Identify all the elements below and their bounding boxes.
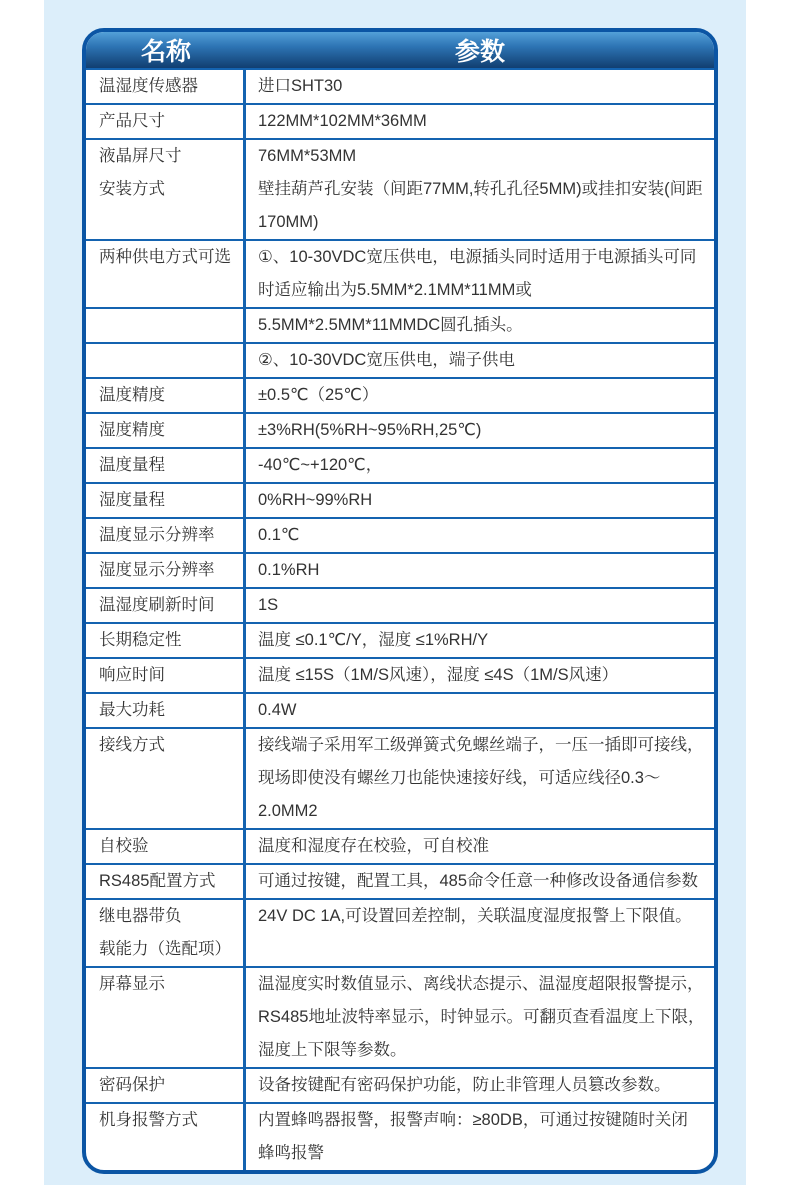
row-label [86, 414, 246, 447]
row-value [246, 241, 714, 307]
row-value-line: 0.1℃ [258, 526, 300, 544]
row-value-line: 温湿度实时数值显示、离线状态提示、温湿度超限报警提示， [258, 975, 704, 993]
row-value-line: 0.4W [258, 701, 297, 719]
row-label-line: 温度量程 [99, 456, 165, 474]
row-label [86, 70, 246, 103]
header-name: 名称 [140, 38, 191, 66]
table-row [86, 482, 714, 517]
row-value-line: 1S [258, 596, 279, 614]
row-label-line: RS485配置方式 [99, 872, 216, 890]
row-value-line: 可通过按键，配置工具，485命令任意一种修改设备通信参数 [258, 872, 699, 890]
row-label [86, 694, 246, 727]
table-row [86, 692, 714, 727]
row-label-line: 湿度显示分辨率 [99, 561, 215, 579]
row-value [246, 1069, 714, 1102]
table-row [86, 68, 714, 103]
table-row [86, 966, 714, 1067]
row-value-line: 壁挂葫芦孔安装（间距77MM,转孔孔径5MM)或挂扣安装(间距 [258, 180, 703, 198]
row-value-line: 0%RH~99%RH [258, 491, 373, 509]
row-value [246, 729, 714, 828]
row-label-line: 自校验 [99, 837, 149, 855]
row-value [246, 830, 714, 863]
row-label [86, 830, 246, 863]
table-body [86, 68, 714, 1170]
table-row [86, 377, 714, 412]
row-label-line: 产品尺寸 [99, 112, 165, 130]
row-value-line: 进口SHT30 [258, 77, 343, 95]
row-label-line: 载能力（选配项） [99, 940, 231, 958]
table-row [86, 1067, 714, 1102]
row-value [246, 449, 714, 482]
row-value [246, 379, 714, 412]
row-label-line: 湿度量程 [99, 491, 165, 509]
table-row [86, 447, 714, 482]
row-label [86, 140, 246, 239]
row-value-line: 5.5MM*2.5MM*11MMDC圆孔插头。 [258, 316, 523, 334]
row-label [86, 379, 246, 412]
table-row [86, 828, 714, 863]
row-value-line: 湿度上下限等参数。 [258, 1041, 407, 1059]
row-label-line: 长期稳定性 [99, 631, 182, 649]
row-label [86, 659, 246, 692]
row-label [86, 968, 246, 1067]
row-value [246, 865, 714, 898]
row-label [86, 241, 246, 307]
row-value-line: ±3%RH(5%RH~95%RH,25℃) [258, 421, 482, 439]
header-param: 参数 [454, 38, 505, 66]
row-label [86, 105, 246, 138]
row-label-line: 密码保护 [99, 1076, 165, 1094]
row-value-line: 蜂鸣报警 [258, 1144, 324, 1162]
row-label [86, 344, 246, 377]
table-row [86, 517, 714, 552]
table-row [86, 307, 714, 342]
row-value [246, 344, 714, 377]
row-value-line: 现场即使没有螺丝刀也能快速接好线，可适应线径0.3～ [258, 769, 661, 787]
row-label-line: 温湿度刷新时间 [99, 596, 215, 614]
row-label-line: 接线方式 [99, 736, 165, 754]
row-label [86, 554, 246, 587]
row-value-line: 24V DC 1A,可设置回差控制，关联温度湿度报警上下限值。 [258, 907, 692, 925]
row-value-line: RS485地址波特率显示，时钟显示。可翻页查看温度上下限， [258, 1008, 705, 1026]
row-label [86, 1104, 246, 1170]
content-panel [44, 0, 746, 1185]
row-value-line: 2.0MM2 [258, 802, 318, 820]
row-value-line: 122MM*102MM*36MM [258, 112, 427, 130]
row-value [246, 589, 714, 622]
row-value [246, 554, 714, 587]
row-value [246, 1104, 714, 1170]
row-label [86, 589, 246, 622]
row-label [86, 484, 246, 517]
table-row [86, 412, 714, 447]
table-row [86, 657, 714, 692]
row-value [246, 519, 714, 552]
row-label-line: 最大功耗 [99, 701, 165, 719]
row-value-line: 接线端子采用军工级弹簧式免螺丝端子，一压一插即可接线， [258, 736, 704, 754]
table-row [86, 342, 714, 377]
row-value-line: 温度 ≤15S（1M/S风速），湿度 ≤4S（1M/S风速） [258, 666, 619, 684]
row-label [86, 309, 246, 342]
row-value [246, 484, 714, 517]
row-value-line: 设备按键配有密码保护功能，防止非管理人员篡改参数。 [258, 1076, 671, 1094]
row-label-line: 液晶屏尺寸 [99, 147, 182, 165]
row-value-line: ②、10-30VDC宽压供电，端子供电 [258, 351, 515, 369]
row-value [246, 900, 714, 966]
table-row [86, 1102, 714, 1170]
row-value [246, 624, 714, 657]
row-value-line: 0.1%RH [258, 561, 320, 579]
row-label [86, 900, 246, 966]
row-value-line: 温度和湿度存在校验，可自校准 [258, 837, 489, 855]
row-label-line: 继电器带负 [99, 907, 182, 925]
row-label [86, 729, 246, 828]
row-value-line: ①、10-30VDC宽压供电，电源插头同时适用于电源插头可同 [258, 248, 697, 266]
row-label-line: 安装方式 [99, 180, 165, 198]
table-header [86, 32, 714, 68]
row-label [86, 1069, 246, 1102]
row-label [86, 449, 246, 482]
row-value [246, 140, 714, 239]
table-row [86, 239, 714, 307]
row-value [246, 105, 714, 138]
row-value [246, 309, 714, 342]
row-value [246, 414, 714, 447]
row-label [86, 624, 246, 657]
row-value-line: -40℃~+120℃， [258, 456, 383, 474]
row-label [86, 865, 246, 898]
row-label-line: 湿度精度 [99, 421, 165, 439]
row-value-line: ±0.5℃（25℃） [258, 386, 379, 404]
row-value-line: 温度 ≤0.1℃/Y，湿度 ≤1%RH/Y [258, 631, 489, 649]
row-value [246, 70, 714, 103]
row-value [246, 694, 714, 727]
row-value [246, 659, 714, 692]
table-row [86, 863, 714, 898]
table-row [86, 727, 714, 828]
table-row [86, 622, 714, 657]
row-label [86, 519, 246, 552]
table-row [86, 587, 714, 622]
table-row [86, 138, 714, 239]
table-row [86, 898, 714, 966]
row-value-line: 170MM) [258, 213, 319, 231]
row-label-line: 机身报警方式 [99, 1111, 198, 1129]
row-label-line: 响应时间 [99, 666, 165, 684]
row-label-line: 温度精度 [99, 386, 165, 404]
row-value-line: 时适应输出为5.5MM*2.1MM*11MM或 [258, 281, 532, 299]
table-row [86, 103, 714, 138]
table-row [86, 552, 714, 587]
row-label-line: 两种供电方式可选 [99, 248, 231, 266]
row-value [246, 968, 714, 1067]
spec-table [82, 28, 718, 1174]
row-value-line: 内置蜂鸣器报警，报警声响：≥80DB，可通过按键随时关闭 [258, 1111, 688, 1129]
row-value-line: 76MM*53MM [258, 147, 357, 165]
row-label-line: 温度显示分辨率 [99, 526, 215, 544]
row-label-line: 温湿度传感器 [99, 77, 198, 95]
row-label-line: 屏幕显示 [99, 975, 165, 993]
